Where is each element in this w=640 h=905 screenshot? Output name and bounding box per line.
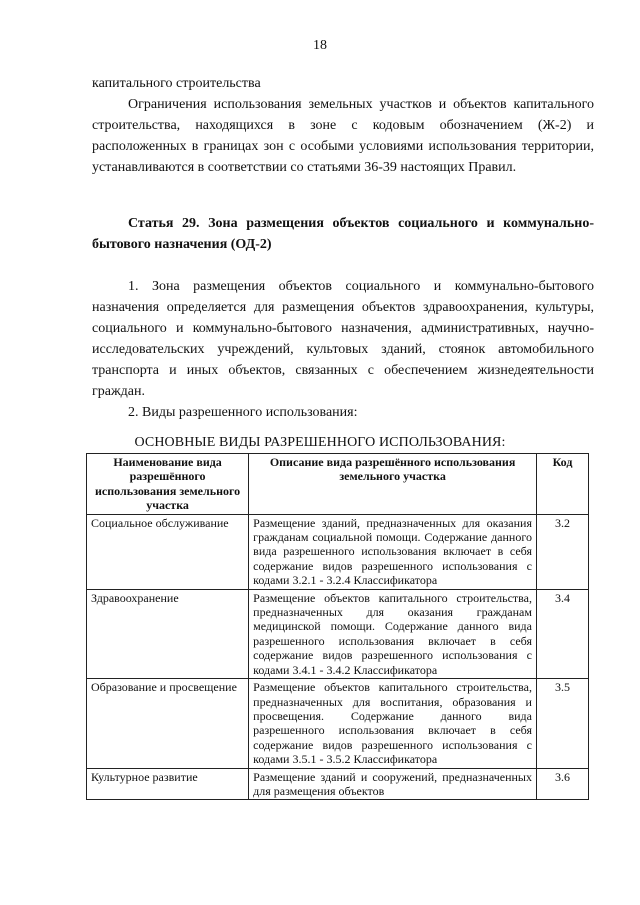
row-name: Культурное развитие (87, 768, 249, 800)
row-description: Размещение объектов капитального строительства, предназначенных для воспитания, образования и просвещения. Содержание данного вида разрешенного использования включает в себя содержание видов разрешенного использования с кодами 3.5.1 - 3.5.2 Классификатора (249, 679, 537, 768)
page-number: 18 (313, 38, 327, 53)
row-description: Размещение зданий и сооружений, предназначенных для размещения объектов (249, 768, 537, 800)
row-code: 3.4 (536, 589, 588, 678)
row-name: Образование и просвещение (87, 679, 249, 768)
body-text-top (92, 73, 594, 178)
permitted-uses-table (86, 453, 589, 800)
row-description: Размещение зданий, предназначенных для оказания гражданам социальной помощи. Содержание данного вида разрешенного использования включает в себя содержание видов разрешенного использования с кодами 3.2.1 - 3.2.4 Классификатора (249, 514, 537, 589)
row-code: 3.5 (536, 679, 588, 768)
table-row (87, 768, 589, 800)
table-header-row (87, 454, 589, 515)
row-name: Социальное обслуживание (87, 514, 249, 589)
paragraph-zone-definition: 1. Зона размещения объектов социального и коммунально-бытового назначения определяется для размещения объектов здравоохранения, культуры, социального и коммунально-бытового назначения, административных, научно-исследовательских учреждений, культовых зданий, стоянок автомобильного транспорта и иных объектов, связанных с обеспечением жизнедеятельности граждан. (92, 279, 594, 399)
row-name: Здравоохранение (87, 589, 249, 678)
table-row (87, 679, 589, 768)
row-code: 3.6 (536, 768, 588, 800)
article-heading: Статья 29. Зона размещения объектов социального и коммунально-бытового назначения (ОД-2) (92, 216, 594, 252)
article-heading-block (92, 213, 594, 255)
table-title: ОСНОВНЫЕ ВИДЫ РАЗРЕШЕННОГО ИСПОЛЬЗОВАНИЯ: (134, 435, 506, 450)
body-text-article (92, 276, 594, 423)
table-row (87, 514, 589, 589)
paragraph-continuation: капитального строительства (92, 76, 261, 91)
header-description: Описание вида разрешённого использования земельного участка (249, 454, 537, 515)
row-description: Размещение объектов капитального строительства, предназначенных для оказания гражданам медицинской помощи. Содержание данного вида разрешенного использования включает в себя содержание видов разрешенного использования с кодами 3.4.1 - 3.4.2 Классификатора (249, 589, 537, 678)
row-code: 3.2 (536, 514, 588, 589)
header-code: Код (536, 454, 588, 515)
header-name: Наименование вида разрешённого использования земельного участка (87, 454, 249, 515)
paragraph-permitted-uses: 2. Виды разрешенного использования: (128, 405, 358, 420)
table-row (87, 589, 589, 678)
paragraph-restrictions: Ограничения использования земельных участков и объектов капитального строительства, находящихся в зоне с кодовым обозначением (Ж-2) и расположенных в границах зон с особыми условиями использования территории, устанавливаются в соответствии со статьями 36-39 настоящих Правил. (92, 97, 594, 175)
